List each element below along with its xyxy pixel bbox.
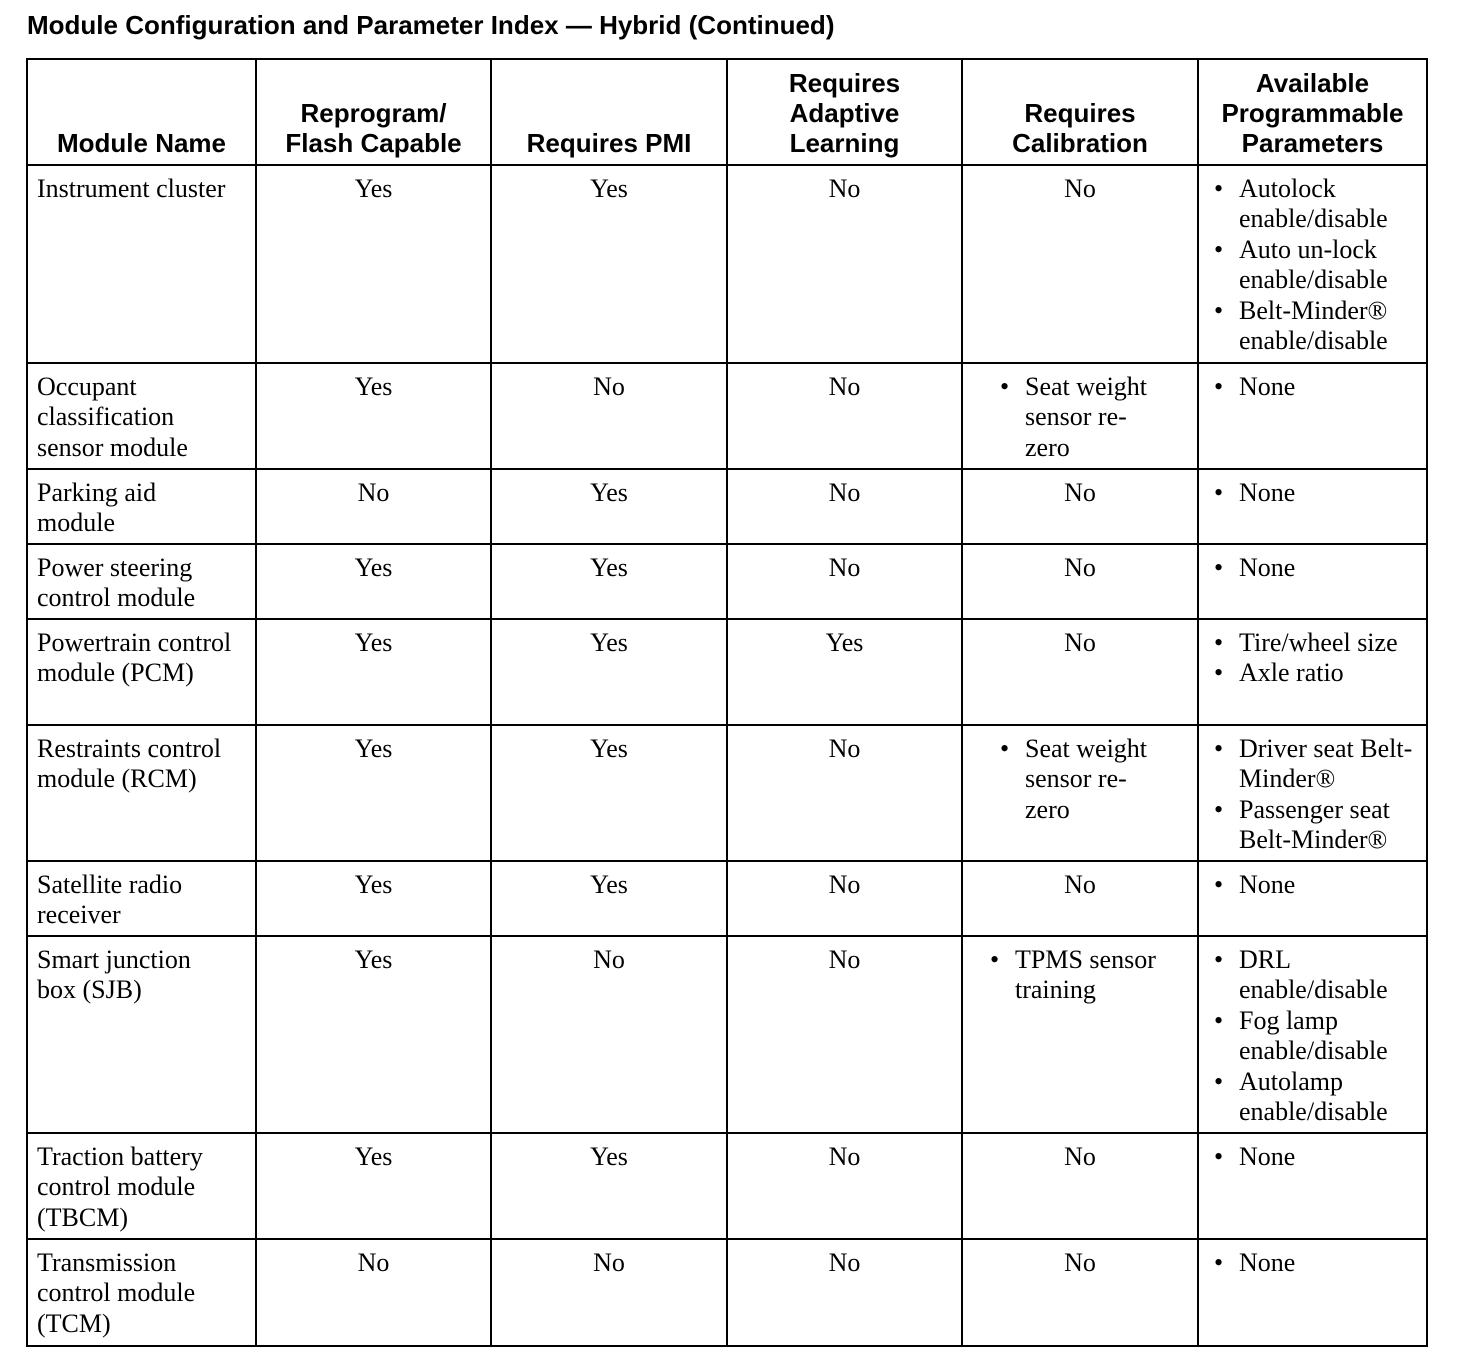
bullet-icon: • (1214, 174, 1224, 203)
pmi-cell: No (491, 363, 727, 469)
list-item (1199, 870, 1426, 900)
list-item (1199, 1142, 1426, 1172)
calibration-cell: No (962, 619, 1198, 725)
adaptive-cell: No (727, 165, 962, 363)
list-item-text: None (1239, 553, 1296, 582)
list-item-text: None (1239, 372, 1296, 401)
parameters-cell (1198, 861, 1427, 936)
table-row (27, 619, 1427, 725)
list-item (1199, 658, 1426, 688)
module-name-cell: Occupant classification sensor module (27, 363, 256, 469)
table-row (27, 469, 1427, 544)
bullet-icon: • (1214, 734, 1224, 763)
header-module-name: Module Name (27, 59, 256, 165)
module-name-cell: Instrument cluster (27, 165, 256, 363)
list-item (1199, 553, 1426, 583)
page-title: Module Configuration and Parameter Index — Hybrid (Continued) (27, 10, 835, 40)
calibration-cell (962, 725, 1198, 861)
bullet-icon: • (1214, 658, 1224, 688)
table-row (27, 544, 1427, 619)
list-item-text: Seat weight sensor re-zero (1025, 372, 1148, 462)
reprogram-cell: Yes (256, 1133, 491, 1239)
module-name-cell: Restraints control module (RCM) (27, 725, 256, 861)
list-item (963, 945, 1197, 1006)
list-item-text: None (1239, 870, 1296, 899)
table-row (27, 725, 1427, 861)
module-name-cell: Smart junction box (SJB) (27, 936, 256, 1133)
pmi-cell: Yes (491, 469, 727, 544)
bullet-icon: • (1214, 478, 1224, 507)
list-item (1199, 1006, 1426, 1067)
bullet-icon: • (1214, 372, 1224, 401)
pmi-cell: Yes (491, 165, 727, 363)
reprogram-cell: Yes (256, 165, 491, 363)
list-item-text: TPMS sensor training (1015, 945, 1156, 1005)
parameters-list (1199, 478, 1426, 508)
module-name-cell: Satellite radio receiver (27, 861, 256, 936)
calibration-list (963, 372, 1197, 463)
table-row (27, 936, 1427, 1133)
calibration-cell: No (962, 544, 1198, 619)
reprogram-cell: Yes (256, 619, 491, 725)
bullet-icon: • (1214, 628, 1224, 657)
bullet-icon: • (1214, 1005, 1224, 1035)
bullet-icon: • (990, 945, 1000, 974)
list-item-text: Driver seat Belt-Minder® (1239, 734, 1413, 794)
list-item (1199, 478, 1426, 508)
parameters-list (1199, 372, 1426, 402)
list-item-text: None (1239, 1142, 1296, 1171)
calibration-cell (962, 936, 1198, 1133)
calibration-cell: No (962, 1239, 1198, 1346)
parameters-list (1199, 1248, 1426, 1278)
calibration-list (963, 945, 1197, 1006)
parameters-list (1199, 628, 1426, 689)
parameters-cell (1198, 165, 1427, 363)
module-name-cell: Powertrain control module (PCM) (27, 619, 256, 725)
header-requires-pmi: Requires PMI (491, 59, 727, 165)
calibration-cell: No (962, 861, 1198, 936)
list-item-text: Autolock enable/disable (1239, 174, 1388, 234)
bullet-icon: • (1214, 945, 1224, 974)
parameters-cell (1198, 1239, 1427, 1346)
list-item-text: Seat weight sensor re-zero (1025, 734, 1148, 824)
list-item (1199, 795, 1426, 856)
calibration-cell: No (962, 469, 1198, 544)
bullet-icon: • (1214, 1066, 1224, 1096)
adaptive-cell: No (727, 725, 962, 861)
pmi-cell: Yes (491, 544, 727, 619)
bullet-icon: • (1214, 794, 1224, 824)
parameters-list (1199, 1142, 1426, 1172)
parameters-list (1199, 174, 1426, 356)
module-table (26, 58, 1428, 1347)
list-item (1199, 1248, 1426, 1278)
calibration-list (963, 734, 1197, 825)
list-item (1199, 296, 1426, 357)
list-item (1199, 372, 1426, 402)
pmi-cell: Yes (491, 619, 727, 725)
list-item (1199, 174, 1426, 235)
list-item-text: None (1239, 1248, 1296, 1277)
list-item-text: DRL enable/disable (1239, 945, 1388, 1005)
bullet-icon: • (1214, 295, 1224, 325)
parameters-cell (1198, 363, 1427, 469)
bullet-icon: • (1000, 372, 1010, 401)
header-calibration: Requires Calibration (962, 59, 1198, 165)
reprogram-cell: Yes (256, 861, 491, 936)
bullet-icon: • (1214, 870, 1224, 899)
header-reprogram: Reprogram/ Flash Capable (256, 59, 491, 165)
list-item (963, 734, 1197, 825)
module-name-cell: Transmission control module (TCM) (27, 1239, 256, 1346)
pmi-cell: Yes (491, 1133, 727, 1239)
header-adaptive-learning: Requires Adaptive Learning (727, 59, 962, 165)
adaptive-cell: No (727, 861, 962, 936)
parameters-cell (1198, 544, 1427, 619)
calibration-cell: No (962, 1133, 1198, 1239)
pmi-cell: Yes (491, 725, 727, 861)
list-item-text: Auto un-lock enable/disable (1239, 234, 1388, 295)
module-name-cell: Traction battery control module (TBCM) (27, 1133, 256, 1239)
bullet-icon: • (1214, 1248, 1224, 1277)
reprogram-cell: Yes (256, 363, 491, 469)
reprogram-cell: Yes (256, 544, 491, 619)
table-row (27, 363, 1427, 469)
bullet-icon: • (1214, 553, 1224, 582)
reprogram-cell: Yes (256, 936, 491, 1133)
table-row (27, 1133, 1427, 1239)
calibration-cell: No (962, 165, 1198, 363)
parameters-list (1199, 945, 1426, 1127)
pmi-cell: Yes (491, 861, 727, 936)
header-parameters: Available Programmable Parameters (1198, 59, 1427, 165)
reprogram-cell: No (256, 1239, 491, 1346)
parameters-cell (1198, 936, 1427, 1133)
list-item-text: Passenger seat Belt-Minder® (1239, 794, 1390, 855)
table-row (27, 861, 1427, 936)
list-item-text: None (1239, 478, 1296, 507)
adaptive-cell: Yes (727, 619, 962, 725)
module-name-cell: Parking aid module (27, 469, 256, 544)
pmi-cell: No (491, 1239, 727, 1346)
pmi-cell: No (491, 936, 727, 1133)
parameters-cell (1198, 469, 1427, 544)
bullet-icon: • (1214, 234, 1224, 264)
adaptive-cell: No (727, 936, 962, 1133)
list-item (1199, 628, 1426, 658)
list-item (1199, 235, 1426, 296)
bullet-icon: • (1000, 734, 1010, 763)
list-item (1199, 945, 1426, 1006)
adaptive-cell: No (727, 1133, 962, 1239)
table-row (27, 1239, 1427, 1346)
list-item-text: Tire/wheel size (1239, 628, 1398, 657)
adaptive-cell: No (727, 544, 962, 619)
list-item-text: Belt-Minder® enable/disable (1239, 295, 1388, 356)
module-name-cell: Power steering control module (27, 544, 256, 619)
table-row (27, 165, 1427, 363)
calibration-cell (962, 363, 1198, 469)
table-header-row (27, 59, 1427, 165)
parameters-cell (1198, 725, 1427, 861)
adaptive-cell: No (727, 1239, 962, 1346)
list-item-text: Axle ratio (1239, 658, 1344, 688)
list-item (1199, 734, 1426, 795)
list-item-text: Autolamp enable/disable (1239, 1066, 1388, 1127)
bullet-icon: • (1214, 1142, 1224, 1171)
reprogram-cell: No (256, 469, 491, 544)
reprogram-cell: Yes (256, 725, 491, 861)
parameters-list (1199, 870, 1426, 900)
adaptive-cell: No (727, 469, 962, 544)
parameters-list (1199, 553, 1426, 583)
parameters-list (1199, 734, 1426, 856)
adaptive-cell: No (727, 363, 962, 469)
parameters-cell (1198, 1133, 1427, 1239)
parameters-cell (1198, 619, 1427, 725)
list-item-text: Fog lamp enable/disable (1239, 1005, 1388, 1066)
list-item (1199, 1067, 1426, 1128)
list-item (963, 372, 1197, 463)
